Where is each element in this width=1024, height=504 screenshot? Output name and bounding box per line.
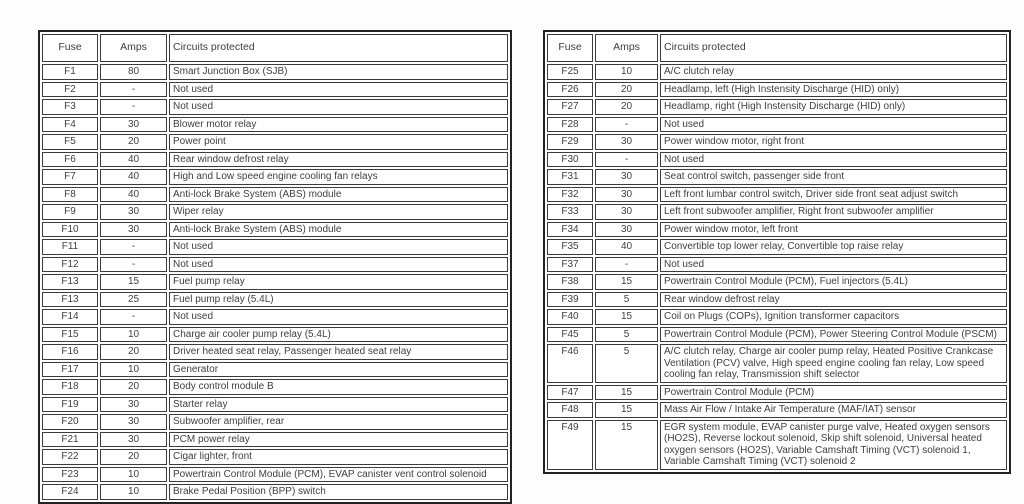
circuits-cell: Not used <box>660 152 1007 168</box>
circuits-cell: Left front subwoofer amplifier, Right front subwoofer amplifier <box>660 204 1007 220</box>
circuits-cell: Powertrain Control Module (PCM), Power Steering Control Module (PSCM) <box>660 327 1007 343</box>
circuits-cell: Wiper relay <box>169 204 508 220</box>
circuits-cell: Not used <box>169 82 508 98</box>
circuits-cell: Smart Junction Box (SJB) <box>169 64 508 80</box>
table-row <box>547 64 1007 80</box>
fuse-cell: F21 <box>42 432 98 448</box>
table-row <box>42 344 508 360</box>
fuse-cell: F45 <box>547 327 593 343</box>
table-row <box>42 292 508 308</box>
fuse-cell: F14 <box>42 309 98 325</box>
header-row <box>42 34 508 62</box>
amps-cell: 30 <box>595 204 658 220</box>
amps-cell: 15 <box>595 420 658 470</box>
table-row <box>547 327 1007 343</box>
amps-cell: - <box>595 117 658 133</box>
circuits-cell: Fuel pump relay <box>169 274 508 290</box>
fuse-cell: F10 <box>42 222 98 238</box>
table-row <box>547 204 1007 220</box>
table-row <box>42 414 508 430</box>
table-row <box>547 292 1007 308</box>
circuits-cell: Anti-lock Brake System (ABS) module <box>169 222 508 238</box>
fuse-cell: F30 <box>547 152 593 168</box>
amps-cell: - <box>100 309 167 325</box>
table-row <box>42 309 508 325</box>
amps-cell: 10 <box>595 64 658 80</box>
table-row <box>42 134 508 150</box>
column-header-amps-cell: Amps <box>595 34 658 62</box>
fuse-cell: F5 <box>42 134 98 150</box>
amps-cell: 30 <box>595 187 658 203</box>
column-header-amps-cell: Amps <box>100 34 167 62</box>
fuse-cell: F48 <box>547 402 593 418</box>
amps-cell: 30 <box>100 432 167 448</box>
fuse-cell: F34 <box>547 222 593 238</box>
column-header-circuits-cell: Circuits protected <box>660 34 1007 62</box>
circuits-cell: Not used <box>660 257 1007 273</box>
fuse-cell: F40 <box>547 309 593 325</box>
table-row <box>42 169 508 185</box>
circuits-cell: Powertrain Control Module (PCM), EVAP canister vent control solenoid <box>169 467 508 483</box>
table-row <box>42 397 508 413</box>
amps-cell: 20 <box>100 449 167 465</box>
amps-cell: 10 <box>100 484 167 500</box>
table-row <box>42 117 508 133</box>
circuits-cell: Headlamp, right (High Instensity Discharge (HID) only) <box>660 99 1007 115</box>
amps-cell: 15 <box>595 402 658 418</box>
fuse-table-left <box>38 30 512 504</box>
circuits-cell: Driver heated seat relay, Passenger heated seat relay <box>169 344 508 360</box>
amps-cell: - <box>100 99 167 115</box>
circuits-cell: Anti-lock Brake System (ABS) module <box>169 187 508 203</box>
fuse-table-right <box>543 30 1011 474</box>
circuits-cell: Starter relay <box>169 397 508 413</box>
circuits-cell: Left front lumbar control switch, Driver side front seat adjust switch <box>660 187 1007 203</box>
circuits-cell: PCM power relay <box>169 432 508 448</box>
fuse-cell: F11 <box>42 239 98 255</box>
circuits-cell: Powertrain Control Module (PCM), Fuel injectors (5.4L) <box>660 274 1007 290</box>
amps-cell: 15 <box>595 274 658 290</box>
circuits-cell: EGR system module, EVAP canister purge valve, Heated oxygen sensors (HO2S), Reverse lockout solenoid, Skip shift solenoid, Universal heated oxygen sensors (HO2S), Variable Camshaft Timing (VCT) solenoid 1, Variable Camshaft Timing (VCT) solenoid 2 <box>660 420 1007 470</box>
column-header-circuits-cell: Circuits protected <box>169 34 508 62</box>
amps-cell: 40 <box>100 187 167 203</box>
table-row <box>547 99 1007 115</box>
circuits-cell: Convertible top lower relay, Convertible top raise relay <box>660 239 1007 255</box>
fuse-table-right-container <box>543 30 1011 474</box>
fuse-cell: F1 <box>42 64 98 80</box>
circuits-cell: Generator <box>169 362 508 378</box>
amps-cell: 30 <box>100 204 167 220</box>
table-row <box>42 239 508 255</box>
amps-cell: - <box>595 257 658 273</box>
fuse-cell: F22 <box>42 449 98 465</box>
table-row <box>42 274 508 290</box>
table-row <box>547 402 1007 418</box>
fuse-cell: F24 <box>42 484 98 500</box>
fuse-cell: F33 <box>547 204 593 220</box>
circuits-cell: Not used <box>169 99 508 115</box>
fuse-cell: F9 <box>42 204 98 220</box>
circuits-cell: Fuel pump relay (5.4L) <box>169 292 508 308</box>
amps-cell: 10 <box>100 467 167 483</box>
fuse-cell: F39 <box>547 292 593 308</box>
table-row <box>547 82 1007 98</box>
table-row <box>42 379 508 395</box>
table-row <box>547 309 1007 325</box>
table-row <box>42 64 508 80</box>
circuits-cell: Power point <box>169 134 508 150</box>
fuse-cell: F6 <box>42 152 98 168</box>
circuits-cell: A/C clutch relay, Charge air cooler pump relay, Heated Positive Crankcase Ventilation (PCV) valve, High speed engine cooling fan relay, Low speed cooling fan relay, Transmission shift selector <box>660 344 1007 383</box>
circuits-cell: Seat control switch, passenger side front <box>660 169 1007 185</box>
table-row <box>42 362 508 378</box>
table-row <box>42 432 508 448</box>
fuse-cell: F20 <box>42 414 98 430</box>
amps-cell: 20 <box>100 379 167 395</box>
circuits-cell: High and Low speed engine cooling fan relays <box>169 169 508 185</box>
circuits-cell: Brake Pedal Position (BPP) switch <box>169 484 508 500</box>
circuits-cell: Coil on Plugs (COPs), Ignition transformer capacitors <box>660 309 1007 325</box>
fuse-cell: F3 <box>42 99 98 115</box>
amps-cell: 20 <box>100 344 167 360</box>
amps-cell: 20 <box>100 134 167 150</box>
fuse-table-left-container <box>38 30 512 504</box>
circuits-cell: Power window motor, left front <box>660 222 1007 238</box>
fuse-cell: F4 <box>42 117 98 133</box>
circuits-cell: Cigar lighter, front <box>169 449 508 465</box>
amps-cell: - <box>100 82 167 98</box>
table-row <box>547 117 1007 133</box>
fuse-cell: F16 <box>42 344 98 360</box>
fuse-cell: F26 <box>547 82 593 98</box>
table-row <box>547 274 1007 290</box>
fuse-cell: F13 <box>42 274 98 290</box>
amps-cell: 30 <box>595 222 658 238</box>
fuse-cell: F13 <box>42 292 98 308</box>
fuse-cell: F25 <box>547 64 593 80</box>
amps-cell: 40 <box>100 169 167 185</box>
amps-cell: 30 <box>595 134 658 150</box>
table-row <box>42 99 508 115</box>
amps-cell: - <box>100 257 167 273</box>
fuse-cell: F46 <box>547 344 593 383</box>
amps-cell: 30 <box>100 414 167 430</box>
table-row <box>42 467 508 483</box>
fuse-cell: F15 <box>42 327 98 343</box>
circuits-cell: Body control module B <box>169 379 508 395</box>
circuits-cell: Power window motor, right front <box>660 134 1007 150</box>
fuse-cell: F19 <box>42 397 98 413</box>
table-row <box>42 222 508 238</box>
table-row <box>42 257 508 273</box>
circuits-cell: Powertrain Control Module (PCM) <box>660 385 1007 401</box>
table-row <box>42 152 508 168</box>
amps-cell: 20 <box>595 99 658 115</box>
fuse-cell: F38 <box>547 274 593 290</box>
fuse-cell: F2 <box>42 82 98 98</box>
amps-cell: 30 <box>595 169 658 185</box>
column-header-fuse-cell: Fuse <box>42 34 98 62</box>
fuse-cell: F7 <box>42 169 98 185</box>
circuits-cell: Not used <box>169 239 508 255</box>
table-row <box>547 152 1007 168</box>
table-row <box>42 204 508 220</box>
amps-cell: 20 <box>595 82 658 98</box>
fuse-cell: F12 <box>42 257 98 273</box>
amps-cell: 15 <box>595 309 658 325</box>
table-row <box>547 257 1007 273</box>
table-row <box>547 222 1007 238</box>
amps-cell: 40 <box>595 239 658 255</box>
table-row <box>547 169 1007 185</box>
table-row <box>547 239 1007 255</box>
circuits-cell: Blower motor relay <box>169 117 508 133</box>
amps-cell: 15 <box>100 274 167 290</box>
amps-cell: 80 <box>100 64 167 80</box>
circuits-cell: A/C clutch relay <box>660 64 1007 80</box>
fuse-cell: F29 <box>547 134 593 150</box>
header-row <box>547 34 1007 62</box>
amps-cell: - <box>595 152 658 168</box>
circuits-cell: Subwoofer amplifier, rear <box>169 414 508 430</box>
table-row <box>42 82 508 98</box>
fuse-cell: F17 <box>42 362 98 378</box>
table-row <box>547 420 1007 470</box>
fuse-cell: F8 <box>42 187 98 203</box>
table-row <box>42 187 508 203</box>
circuits-cell: Mass Air Flow / Intake Air Temperature (MAF/IAT) sensor <box>660 402 1007 418</box>
fuse-cell: F32 <box>547 187 593 203</box>
circuits-cell: Rear window defrost relay <box>169 152 508 168</box>
amps-cell: 40 <box>100 152 167 168</box>
amps-cell: 10 <box>100 327 167 343</box>
amps-cell: 5 <box>595 327 658 343</box>
table-row <box>547 385 1007 401</box>
table-row <box>547 344 1007 383</box>
table-row <box>42 327 508 343</box>
circuits-cell: Rear window defrost relay <box>660 292 1007 308</box>
table-row <box>547 134 1007 150</box>
column-header-fuse-cell: Fuse <box>547 34 593 62</box>
amps-cell: 30 <box>100 222 167 238</box>
amps-cell: 30 <box>100 117 167 133</box>
amps-cell: 25 <box>100 292 167 308</box>
fuse-cell: F23 <box>42 467 98 483</box>
table-row <box>42 449 508 465</box>
fuse-cell: F49 <box>547 420 593 470</box>
circuits-cell: Not used <box>169 257 508 273</box>
circuits-cell: Headlamp, left (High Instensity Discharge (HID) only) <box>660 82 1007 98</box>
fuse-cell: F35 <box>547 239 593 255</box>
amps-cell: 10 <box>100 362 167 378</box>
circuits-cell: Charge air cooler pump relay (5.4L) <box>169 327 508 343</box>
circuits-cell: Not used <box>169 309 508 325</box>
table-row <box>42 484 508 500</box>
table-row <box>547 187 1007 203</box>
fuse-cell: F47 <box>547 385 593 401</box>
amps-cell: - <box>100 239 167 255</box>
amps-cell: 30 <box>100 397 167 413</box>
circuits-cell: Not used <box>660 117 1007 133</box>
fuse-cell: F28 <box>547 117 593 133</box>
amps-cell: 15 <box>595 385 658 401</box>
amps-cell: 5 <box>595 292 658 308</box>
fuse-cell: F27 <box>547 99 593 115</box>
amps-cell: 5 <box>595 344 658 383</box>
fuse-cell: F18 <box>42 379 98 395</box>
fuse-cell: F37 <box>547 257 593 273</box>
fuse-cell: F31 <box>547 169 593 185</box>
